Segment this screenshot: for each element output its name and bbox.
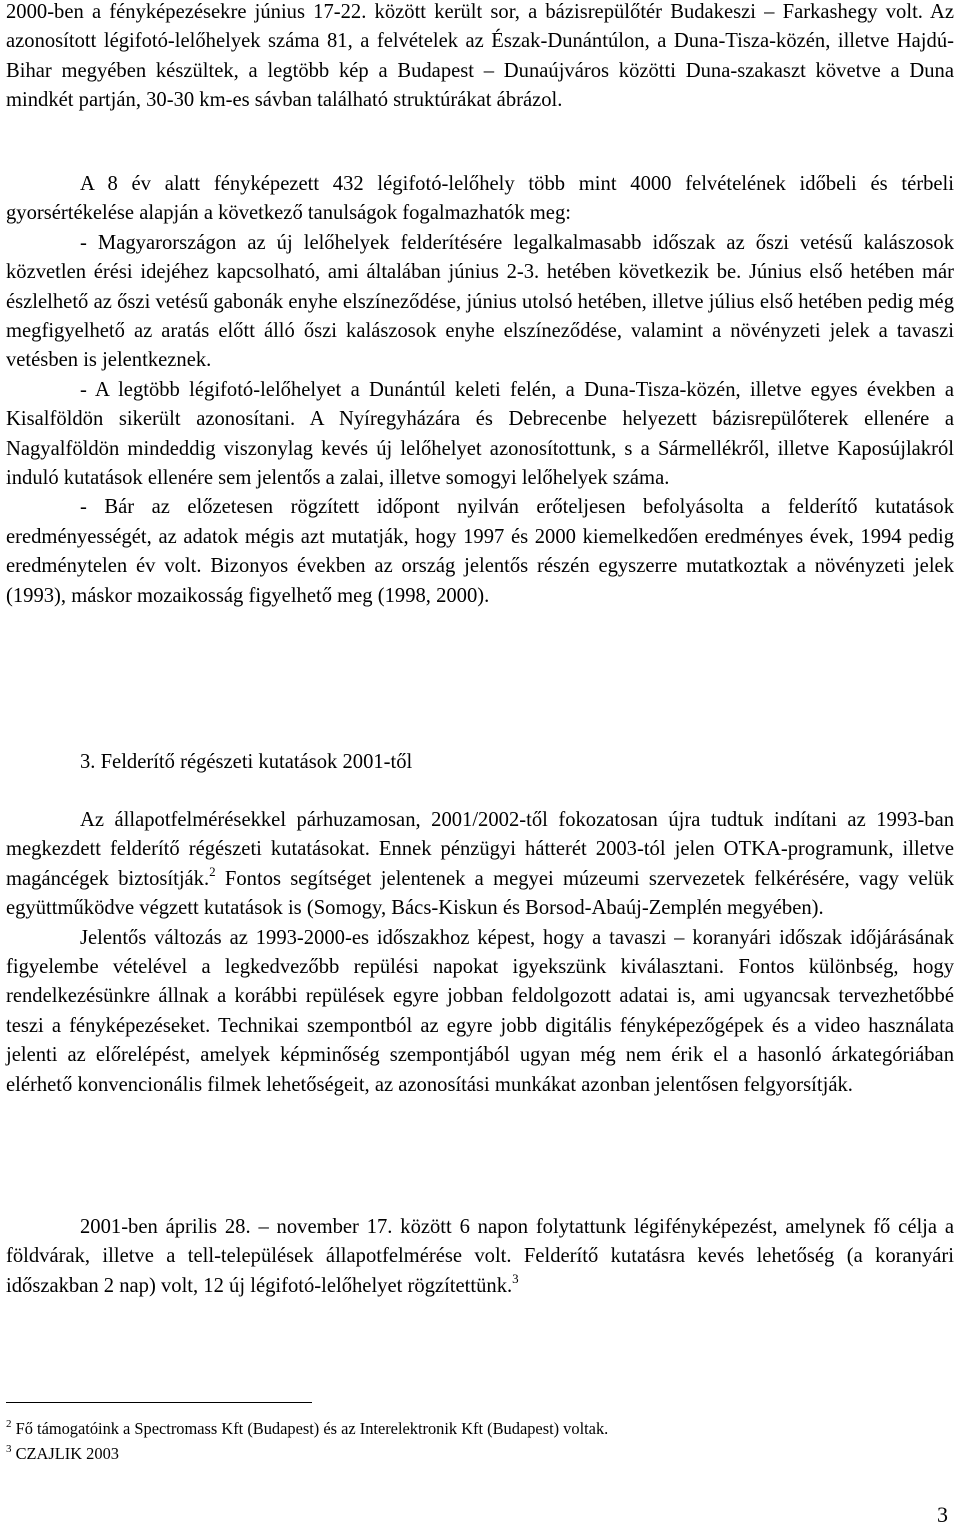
footnote-number: 2 [6,1418,12,1430]
paragraph: A 8 év alatt fényképezett 432 légifotó-lelőhely több mint 4000 felvételének időbeli és térbeli gyorsértékelése alapján a következő tanulságok fogalmazhatók meg: [6,173,954,225]
footnotes [6,1416,954,1466]
footnote [6,1441,954,1466]
paragraph [6,1213,954,1301]
section-heading: 3. Felderítő régészeti kutatások 2001-től [80,751,413,773]
footnote-number: 3 [6,1443,12,1455]
footnote [6,1416,954,1441]
footnote-reference[interactable]: 3 [512,1270,519,1286]
text-block-2001 [6,1213,954,1301]
paragraph [6,806,954,924]
paragraph-text: Az állapotfelmérésekkel párhuzamosan, 2001/2002-től fokozatosan újra tudtuk indítani az 1993-ban megkezdett felderítő régészeti kutatásokat. Ennek pénzügyi hátterét 2003-tól jelen OTKA-programunk, illetve magáncégek biztosítják. [6,809,954,890]
page-number: 3 [937,1502,948,1527]
footnote-text: Fő támogatóink a Spectromass Kft (Budapest) és az Interelektronik Kft (Budapest) voltak. [15,1419,609,1438]
paragraph: Jelentős változás az 1993-2000-es időszakhoz képest, hogy a tavaszi – koranyári időszak időjárásának figyelembe vételével a legkedvezőbb repülési napokat igyekszünk kiválasztani. Fontos különbség, hogy rendelkezésünkre állnak a korábbi repülések egyre jobban feldolgozott adatai is, ami ugyancsak tervezhetőbbé teszi a fényképezéseket. Technikai szempontból az egyre jobb digitális fényképezőgépek és a video használata jelenti az előrelépést, amelyek képminőség szempontjából ugyan még nem érik el a hasonló árkategóriában elérhető konvencionális filmek lehetőségeit, az azonosítási munkákat azonban jelentősen felgyorsítják. [6,926,954,1096]
footnote-text: CZAJLIK 2003 [15,1444,119,1463]
paragraph: - A legtöbb légifotó-lelőhelyet a Dunántúl keleti felén, a Duna-Tisza-közén, illetve egyes években a Kisalföldön sikerült azonosítani. A Nyíregyházára és Debrecenbe helyezett bázisrepülőterek ellenére a Nagyalföldön mindeddig viszonylag kevés új lelőhelyet azonosítottunk, s a Sármellékről, illetve Kaposújlakról induló kutatások ellenére sem jelentős a zalai, illetve somogyi lelőhelyek száma. [6,378,954,490]
text-block-top [6,0,954,116]
footnote-separator [6,1402,312,1403]
paragraph-text: 2001-ben április 28. – november 17. között 6 napon folytattunk légifényképezést, amelynek fő célja a földvárak, illetve a tell-települések állapotfelmérése volt. Felderítő kutatásra kevés lehetőség (a koranyári időszakban 2 nap) volt, 12 új légifotó-lelőhelyet rögzítettünk. [6,1216,954,1297]
text-block-section [6,806,954,1100]
paragraph: - Magyarországon az új lelőhelyek felderítésére legalkalmasabb időszak az őszi vetésű kalászosok közvetlen érési idejéhez kapcsolható, ami általában június 2-3. hetében következik be. Június első hetében már észlelhető az őszi vetésű gabonák enyhe elszíneződése, június utolsó hetében, illetve július első hetében pedig még megfigyelhető az aratás előtt álló őszi kalászosok enyhe elszíneződése, valamint a növényzeti jelek a tavaszi vetésben is jelentkeznek. [6,231,954,372]
footnote-reference[interactable]: 2 [209,863,216,879]
paragraph-text: Fontos segítséget jelentenek a megyei múzeumi szervezetek felkérésére, vagy velük együttműködve végzett kutatások is (Somogy, Bács-Kiskun és Borsod-Abaúj-Zemplén megyében). [6,867,954,920]
text-block-findings [6,170,954,611]
paragraph: - Bár az előzetesen rögzített időpont nyilván erőteljesen befolyásolta a felderítő kutatások eredményességét, az adatok mégis azt mutatják, hogy 1997 és 2000 kiemelkedően eredményes évek, 1994 pedig eredménytelen év volt. Bizonyos években az ország jelentős részén egyszerre mutatkoztak a növényzeti jelek (1993), máskor mozaikosság figyelhető meg (1998, 2000). [6,496,954,607]
paragraph: 2000-ben a fényképezésekre június 17-22. között került sor, a bázisrepülőtér Budakeszi – Farkashegy volt. Az azonosított légifotó-lelőhelyek száma 81, a felvételek az Észak-Dunántúlon, a Duna-Tisza-közén, illetve Hajdú-Bihar megyében készültek, a legtöbb kép a Budapest – Dunaújváros közötti Duna-szakaszt követve a Duna mindkét partján, 30-30 km-es sávban található struktúrákat ábrázol. [6,1,954,112]
